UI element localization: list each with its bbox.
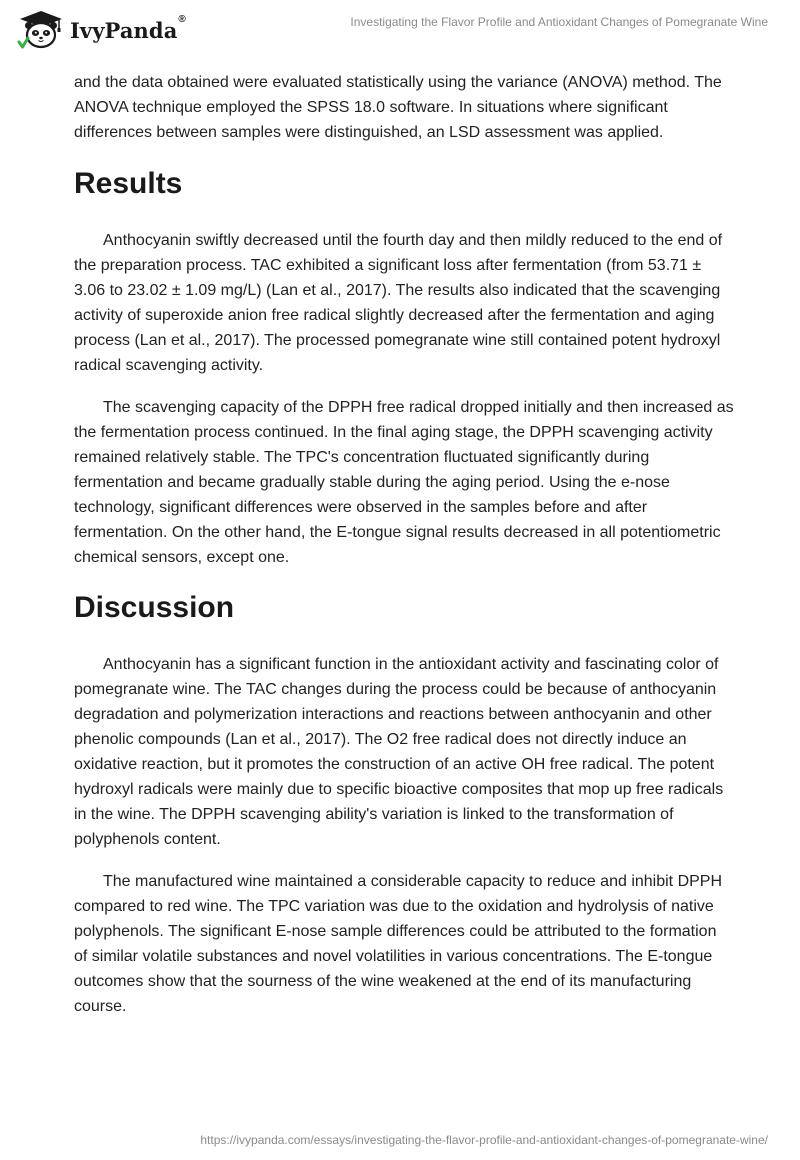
brand-name: IvyPanda®	[70, 13, 186, 43]
results-paragraph-2: The scavenging capacity of the DPPH free radical dropped initially and then increased as the fermentation process continued. In the final aging stage, the DPPH scavenging activity remained relatively stable. The TPC's concentration fluctuated significantly during fermentation and became gradually stable during the aging period. Using the e-nose technology, significant differences were observed in the samples before and after fermentation. On the other hand, the E-tongue signal results decreased in all potentiometric chemical sensors, except one.	[74, 399, 734, 566]
running-title: Investigating the Flavor Profile and Antioxidant Changes of Pomegranate Wine	[350, 15, 768, 29]
panda-graduate-icon	[16, 10, 66, 50]
source-url[interactable]: https://ivypanda.com/essays/investigating-the-flavor-profile-and-antioxidant-changes-of-pomegranate-wine/	[200, 1133, 768, 1147]
brand-logo[interactable]	[16, 10, 186, 50]
registered-mark: ®	[178, 13, 186, 25]
page-header	[0, 0, 800, 70]
results-paragraph-1: Anthocyanin swiftly decreased until the fourth day and then mildly reduced to the end of the preparation process. TAC exhibited a significant loss after fermentation (from 53.71 ± 3.06 to 23.02 ± 1.09 mg/L) (Lan et al., 2017). The results also indicated that the scavenging activity of superoxide anion free radical slightly decreased after the fermentation and aging process (Lan et al., 2017). The processed pomegranate wine still contained potent hydroxyl radical scavenging activity.	[74, 232, 723, 374]
intro-paragraph: and the data obtained were evaluated statistically using the variance (ANOVA) method. The ANOVA technique employed the SPSS 18.0 software. In situations where significant differences between samples were distinguished, an LSD assessment was applied.	[74, 74, 722, 141]
discussion-paragraph-2: The manufactured wine maintained a considerable capacity to reduce and inhibit DPPH compared to red wine. The TPC variation was due to the oxidation and hydrolysis of native polyphenols. The significant E-nose sample differences could be attributed to the formation of similar volatile substances and novel volatilities in various concentrations. The E-tongue outcomes show that the sourness of the wine weakened at the end of its manufacturing course.	[74, 873, 723, 1015]
discussion-heading: Discussion	[74, 591, 235, 624]
results-heading: Results	[74, 167, 183, 200]
discussion-paragraph-1: Anthocyanin has a significant function in the antioxidant activity and fascinating color of pomegranate wine. The TAC changes during the process could be because of anthocyanin degradation and polymerization interactions and reactions between anthocyanin and other phenolic compounds (Lan et al., 2017). The O2 free radical does not directly induce an oxidative reaction, but it promotes the construction of an active OH free radical. The potent hydroxyl radicals were mainly due to specific bioactive composites that mop up free radicals in the wine. The DPPH scavenging ability's variation is linked to the transformation of polyphenols content.	[74, 656, 724, 848]
essay-body	[74, 70, 734, 1019]
